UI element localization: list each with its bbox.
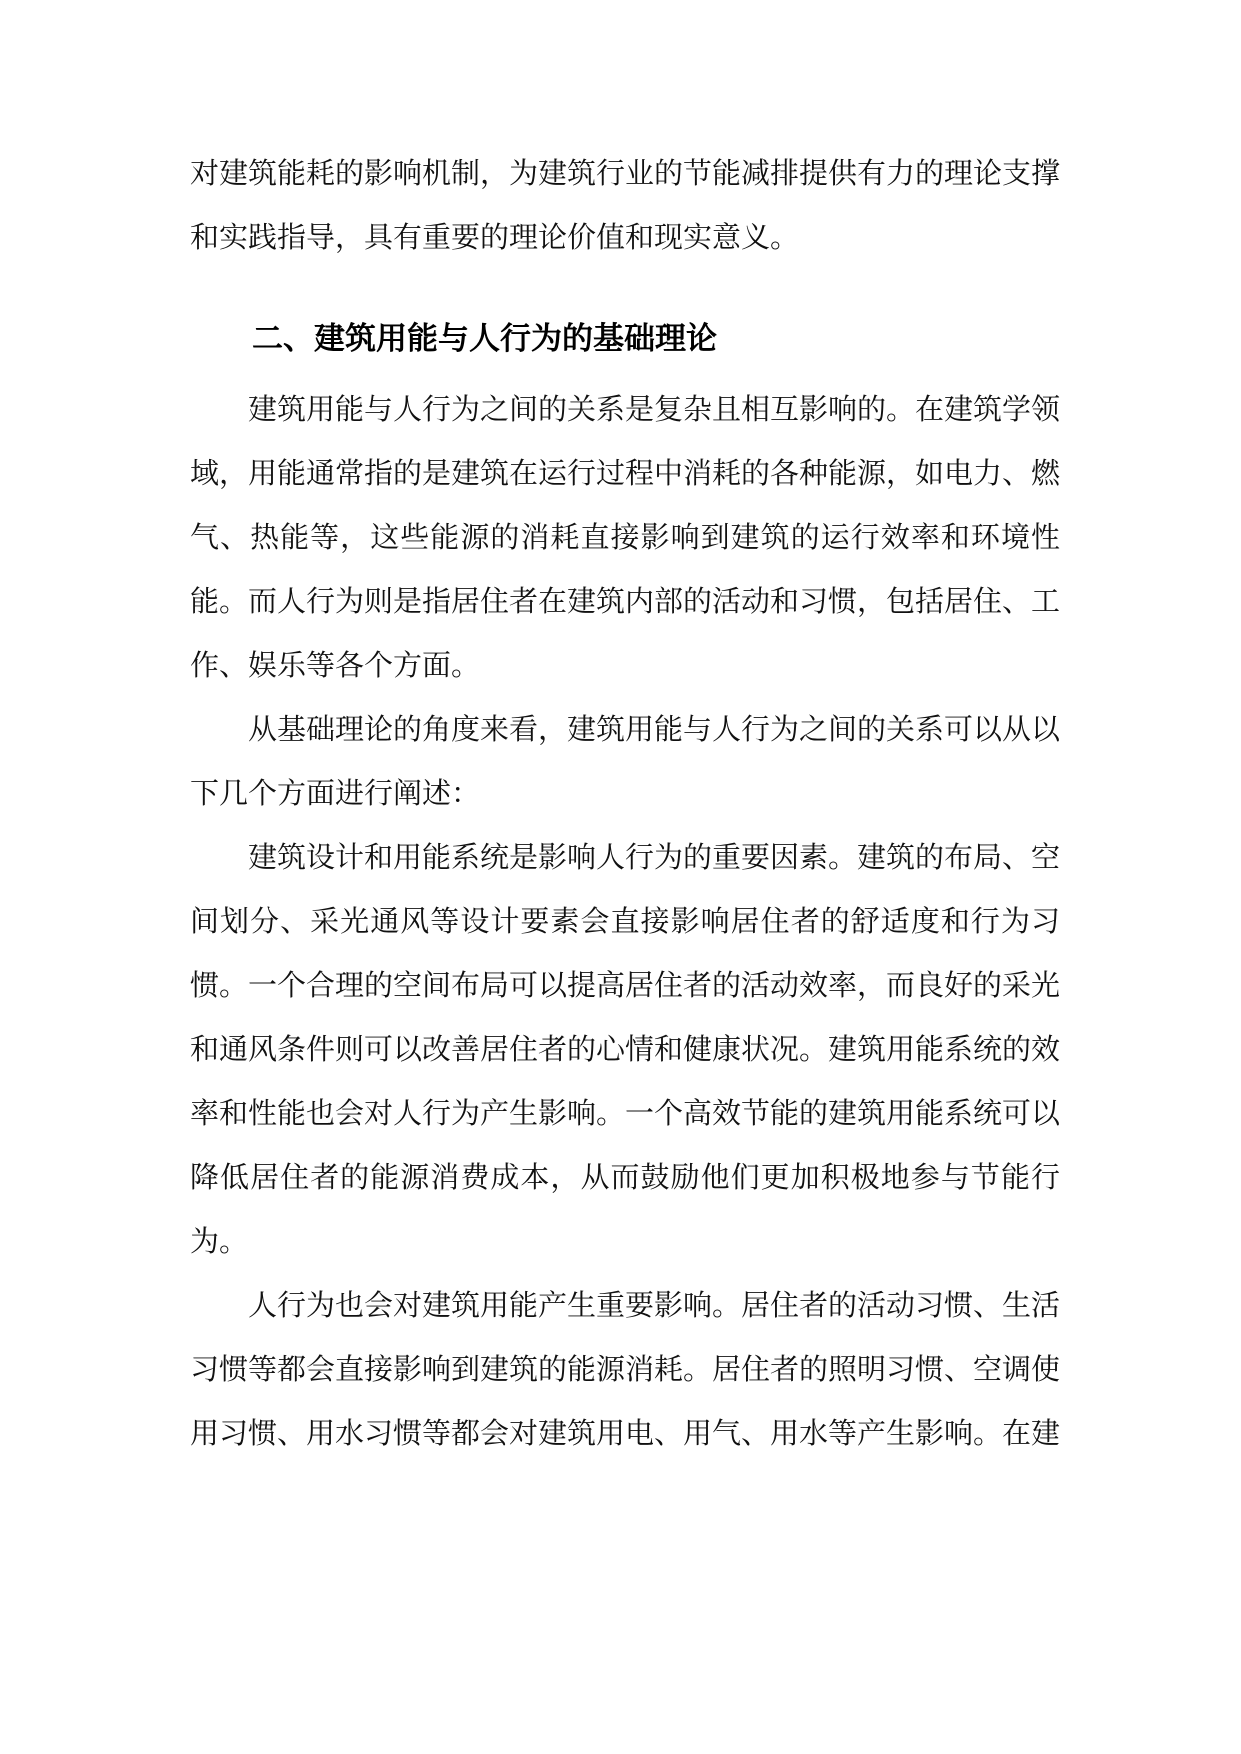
section-heading: 二、建筑用能与人行为的基础理论 [252, 321, 717, 357]
document-body [190, 141, 1060, 1465]
continued-paragraph: 对建筑能耗的影响机制，为建筑行业的节能减排提供有力的理论支撑和实践指导，具有重要的理论价值和现实意义。 [190, 156, 1061, 254]
paragraph-design-factors: 建筑设计和用能系统是影响人行为的重要因素。建筑的布局、空间划分、采光通风等设计要素会直接影响居住者的舒适度和行为习惯。一个合理的空间布局可以提高居住者的活动效率，而良好的采光和通风条件则可以改善居住者的心情和健康状况。建筑用能系统的效率和性能也会对人行为产生影响。一个高效节能的建筑用能系统可以降低居住者的能源消费成本，从而鼓励他们更加积极地参与节能行为。 [190, 840, 1061, 1258]
paragraph-overview: 从基础理论的角度来看，建筑用能与人行为之间的关系可以从以下几个方面进行阐述： [190, 712, 1061, 810]
paragraph-behavior-impact: 人行为也会对建筑用能产生重要影响。居住者的活动习惯、生活习惯等都会直接影响到建筑的能源消耗。居住者的照明习惯、空调使用习惯、用水习惯等都会对建筑用电、用气、用水等产生影响。在建 [190, 1288, 1061, 1450]
paragraph-intro: 建筑用能与人行为之间的关系是复杂且相互影响的。在建筑学领域，用能通常指的是建筑在运行过程中消耗的各种能源，如电力、燃气、热能等，这些能源的消耗直接影响到建筑的运行效率和环境性能。而人行为则是指居住者在建筑内部的活动和习惯，包括居住、工作、娱乐等各个方面。 [190, 392, 1061, 682]
